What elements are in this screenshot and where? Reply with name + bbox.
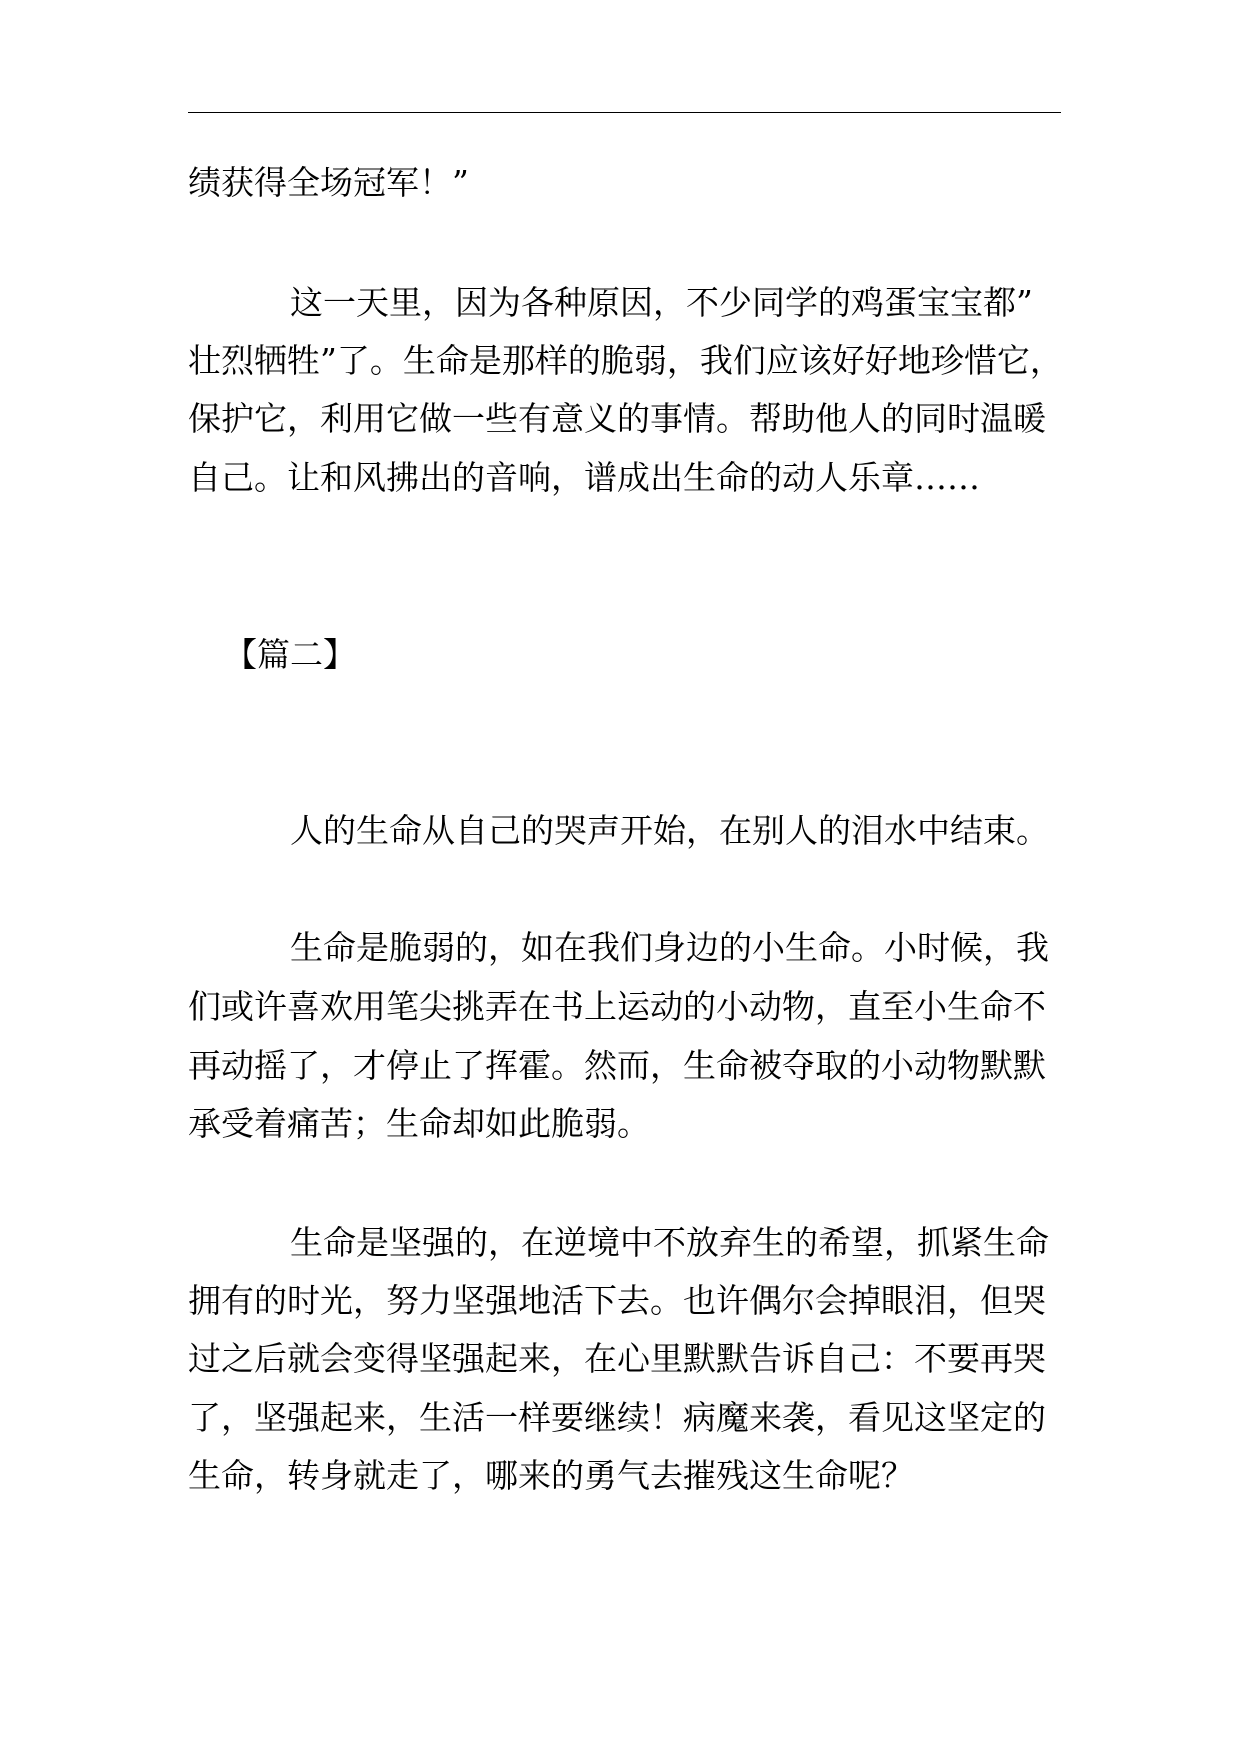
paragraph-line: 生命，转身就走了，哪来的勇气去摧残这生命呢？ xyxy=(188,1456,914,1495)
paragraph-line: 们或许喜欢用笔尖挑弄在书上运动的小动物，直至小生命不 xyxy=(188,987,1046,1026)
paragraph-line: 生命是坚强的，在逆境中不放弃生的希望，抓紧生命 xyxy=(290,1223,1049,1262)
header-rule xyxy=(188,112,1061,113)
section-heading: 【篇二】 xyxy=(224,635,356,674)
paragraph-line: 自己。让和风拂出的音响，谱成出生命的动人乐章…… xyxy=(188,458,980,497)
paragraph-line: 生命是脆弱的，如在我们身边的小生命。小时候，我 xyxy=(290,928,1049,967)
paragraph-line: 绩获得全场冠军！” xyxy=(188,163,469,202)
paragraph-line: 壮烈牺牲”了。生命是那样的脆弱，我们应该好好地珍惜它， xyxy=(188,341,1063,380)
paragraph-line: 承受着痛苦；生命却如此脆弱。 xyxy=(188,1104,650,1143)
paragraph-line: 了，坚强起来，生活一样要继续！病魔来袭，看见这坚定的 xyxy=(188,1398,1046,1437)
paragraph-line: 人的生命从自己的哭声开始，在别人的泪水中结束。 xyxy=(290,811,1049,850)
paragraph-line: 过之后就会变得坚强起来，在心里默默告诉自己：不要再哭 xyxy=(188,1339,1046,1378)
paragraph-line: 保护它，利用它做一些有意义的事情。帮助他人的同时温暖 xyxy=(188,399,1046,438)
paragraph-line: 拥有的时光，努力坚强地活下去。也许偶尔会掉眼泪，但哭 xyxy=(188,1281,1046,1320)
paragraph-line: 这一天里，因为各种原因，不少同学的鸡蛋宝宝都” xyxy=(290,283,1033,322)
paragraph-line: 再动摇了，才停止了挥霍。然而，生命被夺取的小动物默默 xyxy=(188,1046,1046,1085)
